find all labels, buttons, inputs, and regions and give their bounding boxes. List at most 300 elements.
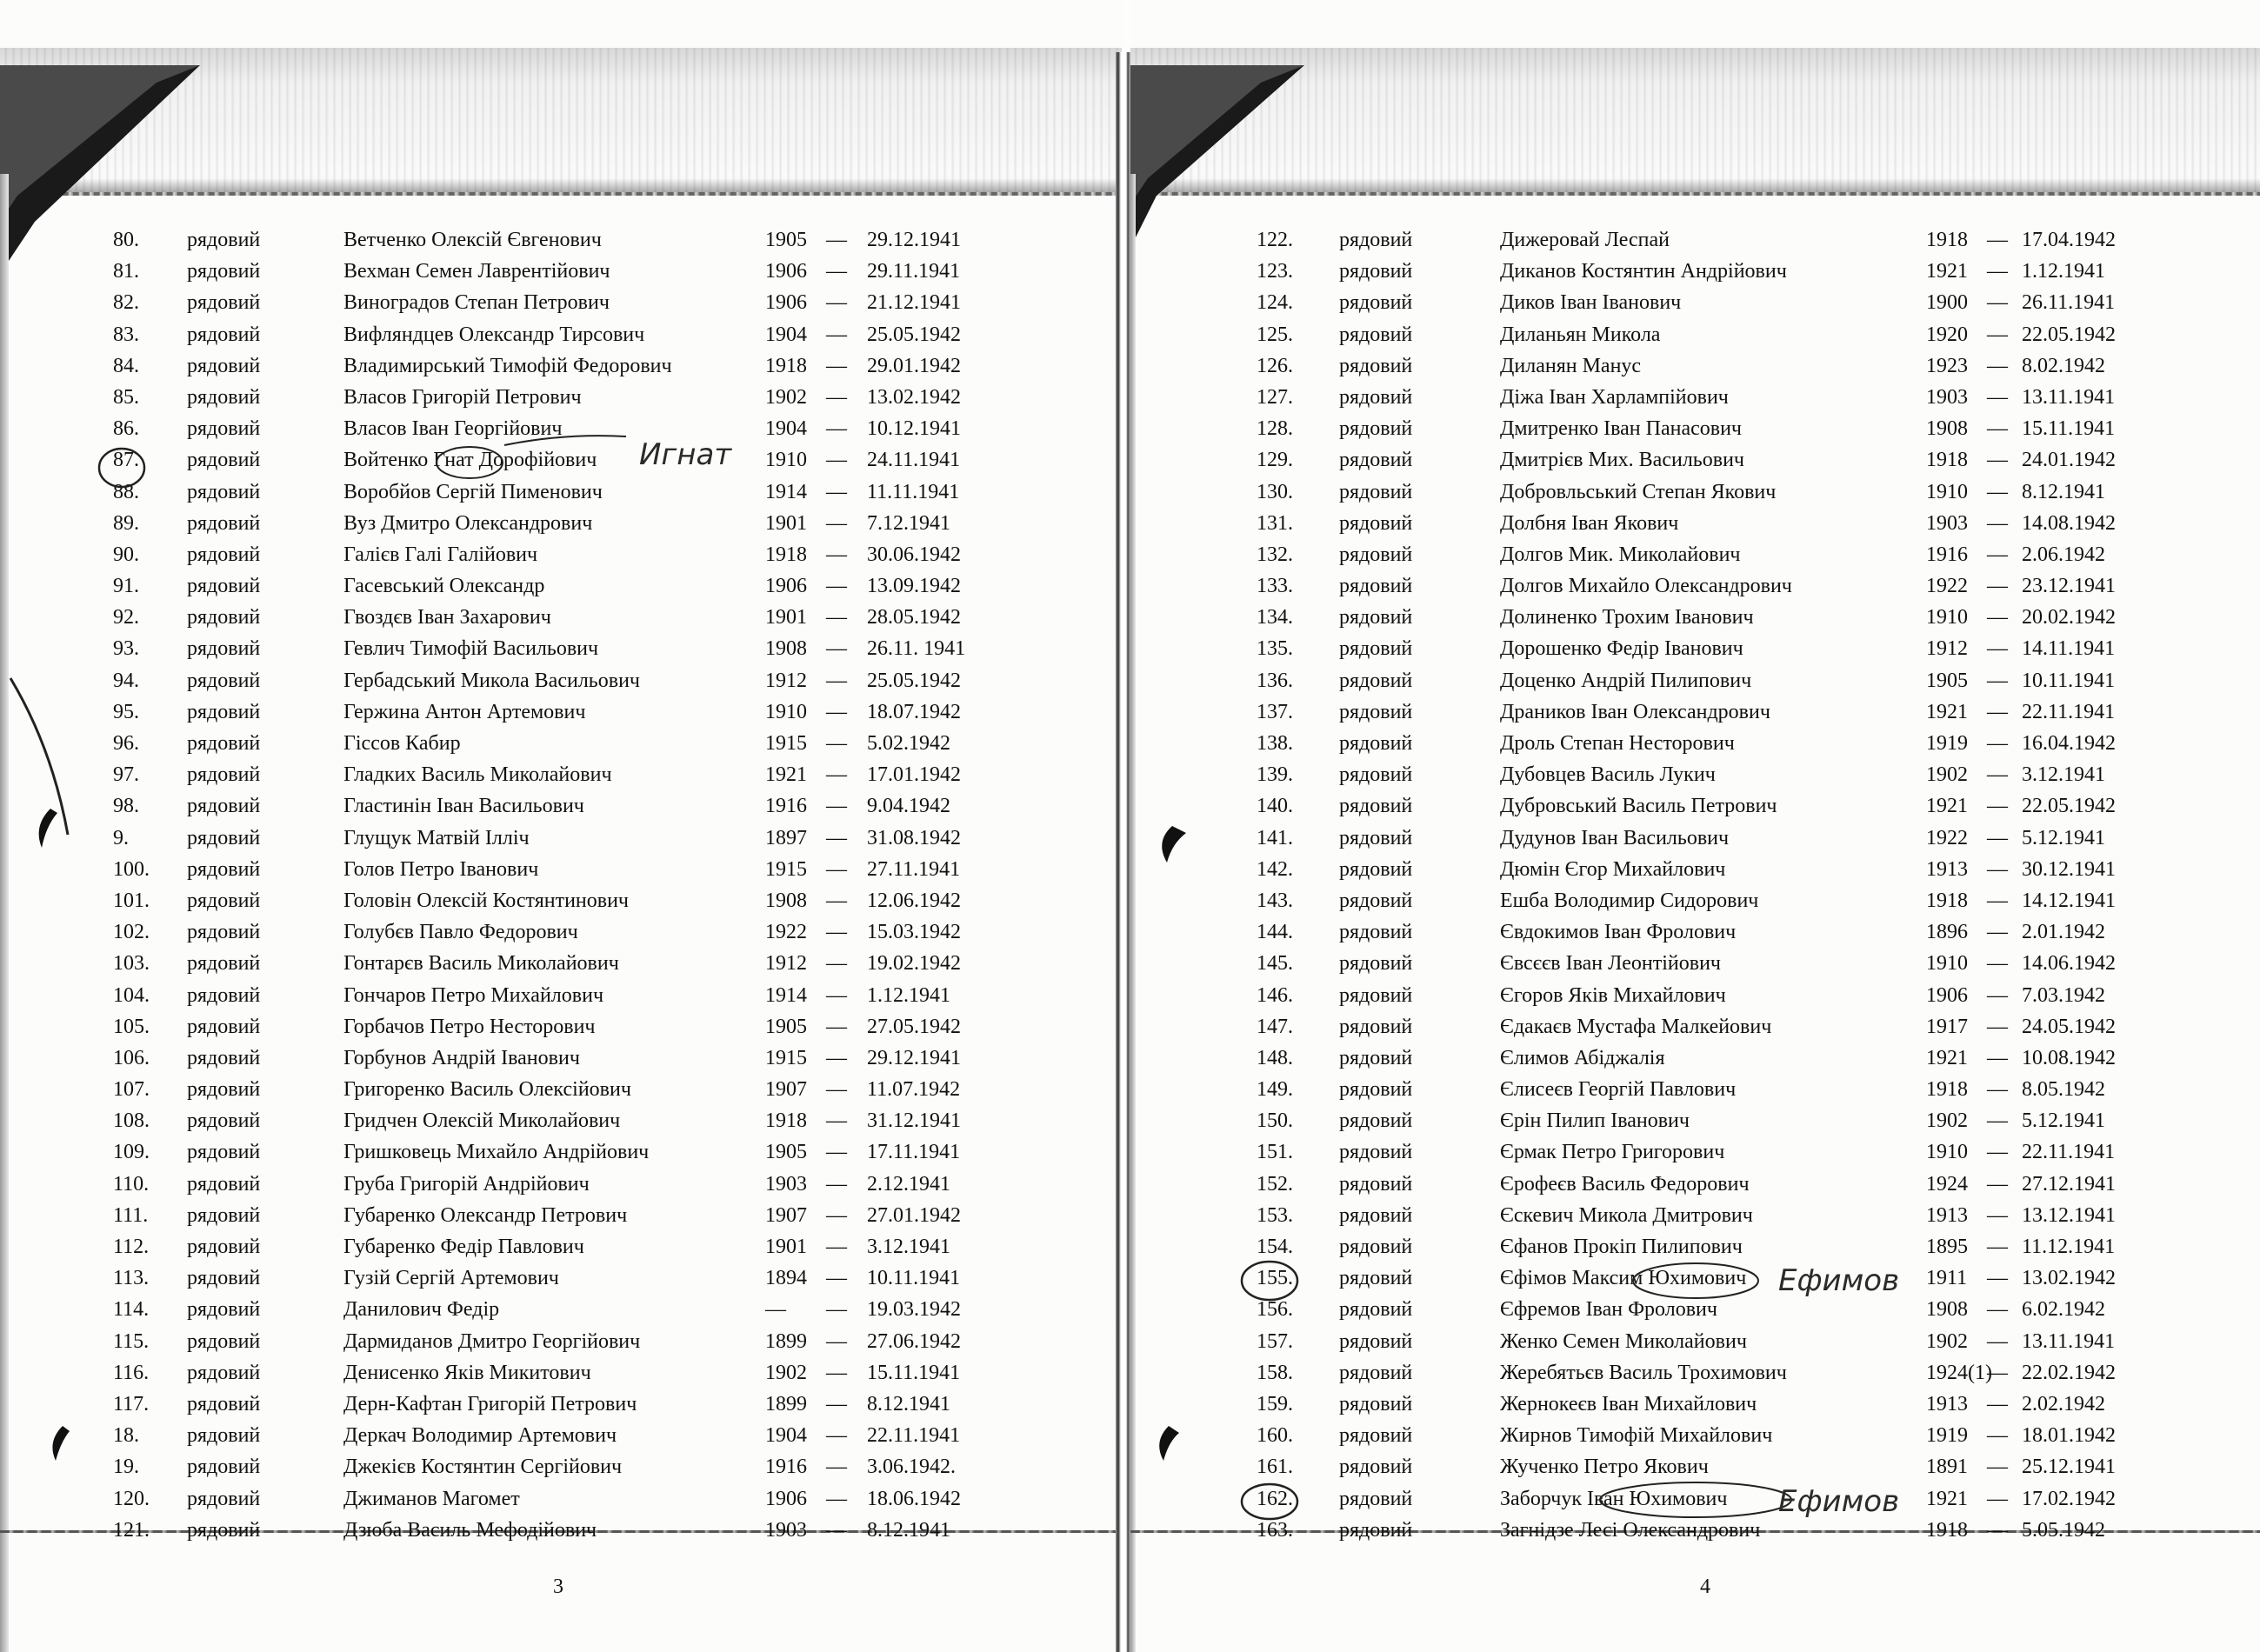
row-dash: — — [826, 795, 847, 818]
row-rank: рядовий — [1339, 417, 1413, 441]
row-name: Долбня Іван Якович — [1500, 511, 1679, 535]
row-death-date: 22.11.1941 — [867, 1424, 961, 1448]
row-dash: — — [1987, 983, 2008, 1007]
pen-stroke-86 — [504, 436, 626, 445]
row-dash: — — [1987, 826, 2008, 849]
row-death-date: 10.12.1941 — [867, 417, 961, 441]
row-rank: рядовий — [1339, 480, 1413, 503]
row-rank: рядовий — [1339, 1487, 1413, 1510]
row-death-date: 8.12.1941 — [867, 1518, 950, 1542]
row-birth-year: 1905 — [765, 229, 807, 251]
row-death-date: 5.05.1942 — [2022, 1518, 2105, 1542]
row-birth-year: 1922 — [1926, 575, 1968, 598]
row-dash: — — [1987, 511, 2008, 535]
row-birth-year: 1896 — [1926, 921, 1968, 944]
row-rank: рядовий — [187, 511, 261, 535]
row-death-date: 17.11.1941 — [867, 1141, 961, 1164]
row-death-date: 11.12.1941 — [2022, 1236, 2116, 1258]
row-name: Григоренко Василь Олексійович — [343, 1078, 631, 1102]
row-rank: рядовий — [1339, 1361, 1413, 1384]
row-birth-year: 1903 — [1926, 385, 1968, 409]
row-death-date: 25.05.1942 — [867, 669, 961, 692]
row-birth-year: 1910 — [765, 700, 807, 723]
row-name: Єфімов Максим Юхимович — [1500, 1267, 1747, 1290]
margin-blot-2 — [52, 1426, 70, 1461]
row-death-date: 13.09.1942 — [867, 575, 961, 598]
row-rank: рядовий — [1339, 1329, 1413, 1353]
row-rank: рядовий — [1339, 1518, 1413, 1542]
row-rank: рядовий — [1339, 1046, 1413, 1069]
row-death-date: 22.02.1942 — [2022, 1361, 2116, 1384]
row-dash: — — [826, 983, 847, 1007]
row-death-date: 15.03.1942 — [867, 921, 961, 944]
row-number: 87. — [113, 449, 139, 472]
row-dash: — — [826, 637, 847, 661]
row-dash: — — [1987, 575, 2008, 598]
row-death-date: 10.11.1941 — [2022, 669, 2116, 692]
row-birth-year: 1894 — [765, 1267, 807, 1290]
row-birth-year: 1915 — [765, 732, 807, 755]
row-name: Єрін Пилип Іванович — [1500, 1109, 1690, 1133]
row-birth-year: 1901 — [765, 1236, 807, 1258]
row-number: 120. — [113, 1487, 150, 1510]
row-death-date: 17.04.1942 — [2022, 229, 2116, 251]
row-number: 92. — [113, 606, 139, 629]
row-rank: рядовий — [187, 606, 261, 629]
row-rank: рядовий — [1339, 889, 1413, 912]
row-dash: — — [826, 1015, 847, 1038]
row-number: 141. — [1257, 826, 1293, 849]
row-dash: — — [826, 1078, 847, 1102]
row-number: 123. — [1257, 260, 1293, 283]
row-rank: рядовий — [1339, 1267, 1413, 1290]
row-number: 108. — [113, 1109, 150, 1133]
row-rank: рядовий — [1339, 1015, 1413, 1038]
row-death-date: 26.11. 1941 — [867, 637, 966, 661]
row-number: 134. — [1257, 606, 1293, 629]
row-dash: — — [826, 952, 847, 976]
row-death-date: 21.12.1941 — [867, 291, 961, 315]
row-death-date: 24.01.1942 — [2022, 449, 2116, 472]
row-number: 129. — [1257, 449, 1293, 472]
circle-mark-name-155 — [1633, 1263, 1758, 1298]
row-death-date: 11.11.1941 — [867, 480, 960, 503]
row-number: 146. — [1257, 983, 1293, 1007]
row-name: Головін Олексій Костянтинович — [343, 889, 629, 912]
row-name: Гридчен Олексій Миколайович — [343, 1109, 621, 1133]
row-death-date: 3.12.1941 — [867, 1236, 950, 1258]
row-death-date: 18.06.1942 — [867, 1487, 961, 1510]
row-birth-year: 1919 — [1926, 732, 1968, 755]
handwritten-note-155: Ефимов — [1778, 1263, 1900, 1298]
row-number: 135. — [1257, 637, 1293, 661]
row-number: 163. — [1257, 1518, 1293, 1542]
row-dash: — — [1987, 1361, 2008, 1384]
row-rank: рядовий — [187, 385, 261, 409]
row-name: Власов Григорій Петрович — [343, 385, 582, 409]
row-number: 95. — [113, 700, 139, 723]
row-dash: — — [826, 1172, 847, 1196]
row-birth-year: 1901 — [765, 511, 807, 535]
row-birth-year: 1913 — [1926, 1203, 1968, 1227]
row-death-date: 27.01.1942 — [867, 1203, 961, 1227]
row-number: 91. — [113, 575, 139, 598]
row-name: Долгов Михайло Олександрович — [1500, 575, 1792, 598]
row-name: Єлимов Абіджалія — [1500, 1046, 1665, 1069]
row-number: 145. — [1257, 952, 1293, 976]
row-birth-year: 1921 — [1926, 1046, 1968, 1069]
row-rank: рядовий — [187, 417, 261, 441]
row-death-date: 3.06.1942. — [867, 1455, 956, 1479]
row-name: Диланян Манус — [1500, 354, 1642, 377]
row-rank: рядовий — [1339, 1109, 1413, 1133]
row-dash: — — [1987, 417, 2008, 441]
row-death-date: 6.02.1942 — [2022, 1298, 2105, 1322]
row-death-date: 3.12.1941 — [2022, 763, 2105, 787]
row-dash: — — [826, 889, 847, 912]
margin-bracket-mark — [10, 678, 68, 835]
row-death-date: 20.02.1942 — [2022, 606, 2116, 629]
row-birth-year: 1923 — [1926, 354, 1968, 377]
row-birth-year: 1918 — [765, 354, 807, 377]
row-rank: рядовий — [187, 1518, 261, 1542]
row-name: Данилович Федір — [343, 1298, 500, 1322]
row-death-date: 18.07.1942 — [867, 700, 961, 723]
row-birth-year: 1902 — [1926, 763, 1968, 787]
row-number: 138. — [1257, 732, 1293, 755]
row-death-date: 13.12.1941 — [2022, 1203, 2116, 1227]
row-birth-year: 1918 — [1926, 1518, 1968, 1542]
row-dash: — — [1987, 857, 2008, 881]
row-rank: рядовий — [1339, 543, 1413, 566]
row-name: Дубровський Василь Петрович — [1500, 795, 1777, 818]
row-death-date: 13.11.1941 — [2022, 385, 2116, 409]
row-rank: рядовий — [187, 700, 261, 723]
row-name: Долиненко Трохим Іванович — [1500, 606, 1754, 629]
row-rank: рядовий — [1339, 323, 1413, 346]
row-rank: рядовий — [187, 323, 261, 346]
row-birth-year: 1921 — [1926, 260, 1968, 283]
row-name: Власов Іван Георгійович — [343, 417, 563, 441]
row-rank: рядовий — [187, 1329, 261, 1353]
row-death-date: 15.11.1941 — [867, 1361, 961, 1384]
row-number: 85. — [113, 385, 139, 409]
row-number: 153. — [1257, 1203, 1293, 1227]
row-name: Єлисеєв Георгій Павлович — [1500, 1078, 1737, 1102]
row-number: 104. — [113, 983, 150, 1007]
row-name: Заборчук Іван Юхимович — [1500, 1487, 1728, 1510]
row-number: 115. — [113, 1329, 150, 1353]
row-name: Горбунов Андрій Іванович — [343, 1046, 580, 1069]
row-name: Дроль Степан Несторович — [1500, 732, 1735, 755]
row-rank: рядовий — [1339, 700, 1413, 723]
row-rank: рядовий — [187, 1455, 261, 1479]
row-number: 94. — [113, 669, 139, 692]
row-number: 159. — [1257, 1392, 1293, 1416]
row-rank: рядовий — [1339, 1203, 1413, 1227]
row-name: Виноградов Степан Петрович — [343, 291, 610, 315]
row-dash: — — [826, 449, 847, 472]
row-number: 96. — [113, 732, 139, 755]
row-dash: — — [1987, 1267, 2008, 1290]
row-dash: — — [1987, 1109, 2008, 1133]
row-dash: — — [826, 1298, 847, 1322]
row-dash: — — [1987, 921, 2008, 944]
row-birth-year: 1906 — [1926, 983, 1968, 1007]
row-number: 139. — [1257, 763, 1293, 787]
row-death-date: 5.02.1942 — [867, 732, 950, 755]
row-rank: рядовий — [187, 857, 261, 881]
row-death-date: 30.12.1941 — [2022, 857, 2116, 881]
row-dash: — — [1987, 889, 2008, 912]
row-birth-year: 1906 — [765, 291, 807, 315]
row-dash: — — [1987, 543, 2008, 566]
row-number: 144. — [1257, 921, 1293, 944]
row-name: Єфремов Іван Фролович — [1500, 1298, 1717, 1322]
row-dash: — — [1987, 700, 2008, 723]
row-name: Жеребятьєв Василь Трохимович — [1500, 1361, 1787, 1384]
row-name: Глущук Матвій Ілліч — [343, 826, 530, 849]
row-number: 98. — [113, 795, 139, 818]
row-name: Диков Іван Іванович — [1500, 291, 1682, 315]
row-rank: рядовий — [1339, 1172, 1413, 1196]
row-number: 136. — [1257, 669, 1293, 692]
row-number: 133. — [1257, 575, 1293, 598]
row-name: Гузій Сергій Артемович — [343, 1267, 559, 1290]
row-name: Жученко Петро Якович — [1500, 1455, 1709, 1479]
row-rank: рядовий — [187, 1078, 261, 1102]
row-rank: рядовий — [187, 1203, 261, 1227]
margin-blot-1 — [39, 809, 57, 848]
row-birth-year: 1899 — [765, 1329, 807, 1353]
row-birth-year: 1918 — [765, 543, 807, 566]
row-number: 157. — [1257, 1329, 1293, 1353]
row-birth-year: 1916 — [765, 1455, 807, 1479]
row-death-date: 2.01.1942 — [2022, 921, 2105, 944]
row-death-date: 27.12.1941 — [2022, 1172, 2116, 1196]
row-dash: — — [1987, 606, 2008, 629]
row-name: Дубовцев Василь Лукич — [1500, 763, 1716, 787]
row-death-date: 1.12.1941 — [867, 983, 950, 1007]
row-dash: — — [1987, 1078, 2008, 1102]
row-dash: — — [1987, 1141, 2008, 1164]
row-birth-year: 1918 — [1926, 229, 1968, 251]
row-name: Гластинін Іван Васильович — [343, 795, 584, 818]
row-dash: — — [1987, 1518, 2008, 1542]
row-dash: — — [1987, 1424, 2008, 1448]
row-name: Дюмін Єгор Михайлович — [1500, 857, 1726, 881]
row-dash: — — [826, 1455, 847, 1479]
row-number: 19. — [113, 1455, 139, 1479]
row-death-date: 15.11.1941 — [2022, 417, 2116, 441]
row-number: 117. — [113, 1392, 150, 1416]
row-birth-year: 1913 — [1926, 1392, 1968, 1416]
row-birth-year: 1903 — [765, 1172, 807, 1196]
row-number: 86. — [113, 417, 139, 441]
row-birth-year: 1912 — [765, 952, 807, 976]
margin-blot-1 — [1162, 826, 1186, 863]
row-number: 112. — [113, 1236, 150, 1258]
row-dash: — — [826, 1267, 847, 1290]
row-birth-year: 1906 — [765, 260, 807, 283]
row-name: Діжа Іван Харлампійович — [1500, 385, 1729, 409]
row-number: 128. — [1257, 417, 1293, 441]
row-dash: — — [1987, 1298, 2008, 1322]
row-death-date: 8.12.1941 — [2022, 480, 2105, 503]
row-birth-year: 1917 — [1926, 1015, 1968, 1038]
row-birth-year: 1916 — [1926, 543, 1968, 566]
row-number: 84. — [113, 354, 139, 377]
row-rank: рядовий — [187, 291, 261, 315]
row-number: 107. — [113, 1078, 150, 1102]
row-dash: — — [826, 354, 847, 377]
row-death-date: 10.11.1941 — [867, 1267, 961, 1290]
row-death-date: 18.01.1942 — [2022, 1424, 2116, 1448]
row-number: 162. — [1257, 1487, 1293, 1510]
row-birth-year: 1910 — [1926, 952, 1968, 976]
row-number: 105. — [113, 1015, 150, 1038]
row-birth-year: 1910 — [1926, 1141, 1968, 1164]
row-death-date: 13.02.1942 — [2022, 1267, 2116, 1290]
row-death-date: 5.12.1941 — [2022, 826, 2105, 849]
row-number: 106. — [113, 1046, 150, 1069]
row-number: 143. — [1257, 889, 1293, 912]
row-death-date: 2.02.1942 — [2022, 1392, 2105, 1416]
row-number: 130. — [1257, 480, 1293, 503]
row-rank: рядовий — [1339, 354, 1413, 377]
row-rank: рядовий — [187, 260, 261, 283]
row-rank: рядовий — [187, 1046, 261, 1069]
row-name: Єгоров Яків Михайлович — [1500, 983, 1726, 1007]
row-birth-year: 1914 — [765, 480, 807, 503]
row-rank: рядовий — [1339, 260, 1413, 283]
row-name: Войтенко Гнат Дорофійович — [343, 449, 597, 472]
row-rank: рядовий — [187, 795, 261, 818]
row-name: Гришковець Михайло Андрійович — [343, 1141, 650, 1164]
row-number: 160. — [1257, 1424, 1293, 1448]
row-rank: рядовий — [187, 1487, 261, 1510]
row-number: 126. — [1257, 354, 1293, 377]
row-birth-year: 1918 — [765, 1109, 807, 1133]
row-dash: — — [826, 700, 847, 723]
row-birth-year: 1908 — [1926, 417, 1968, 441]
margin-blot-2 — [1159, 1426, 1179, 1461]
row-dash: — — [1987, 1203, 2008, 1227]
row-death-date: 17.01.1942 — [867, 763, 961, 787]
row-rank: рядовий — [187, 543, 261, 566]
row-number: 155. — [1257, 1267, 1293, 1290]
row-birth-year: 1901 — [765, 606, 807, 629]
row-birth-year: 1905 — [765, 1141, 807, 1164]
row-rank: рядовий — [1339, 449, 1413, 472]
row-rank: рядовий — [1339, 1141, 1413, 1164]
row-birth-year: 1916 — [765, 795, 807, 818]
row-dash: — — [1987, 669, 2008, 692]
row-name: Євдокимов Іван Фролович — [1500, 921, 1737, 944]
row-death-date: 7.03.1942 — [2022, 983, 2105, 1007]
row-number: 110. — [113, 1172, 150, 1196]
row-number: 150. — [1257, 1109, 1293, 1133]
row-rank: рядовий — [1339, 1298, 1413, 1322]
row-number: 148. — [1257, 1046, 1293, 1069]
row-name: Голов Петро Іванович — [343, 857, 539, 881]
row-number: 122. — [1257, 229, 1293, 251]
circle-mark-162 — [1242, 1484, 1297, 1519]
row-death-date: 22.11.1941 — [2022, 1141, 2116, 1164]
row-death-date: 13.02.1942 — [867, 385, 961, 409]
row-number: 93. — [113, 637, 139, 661]
row-birth-year: 1904 — [765, 1424, 807, 1448]
row-number: 109. — [113, 1141, 150, 1164]
row-rank: рядовий — [187, 1298, 261, 1322]
row-death-date: 22.05.1942 — [2022, 323, 2116, 346]
row-rank: рядовий — [1339, 795, 1413, 818]
row-dash: — — [826, 543, 847, 566]
row-number: 101. — [113, 889, 150, 912]
row-dash: — — [1987, 795, 2008, 818]
row-rank: рядовий — [187, 1424, 261, 1448]
row-number: 102. — [113, 921, 150, 944]
row-dash: — — [1987, 1329, 2008, 1353]
row-name: Дорошенко Федір Іванович — [1500, 637, 1743, 661]
row-birth-year: 1921 — [1926, 795, 1968, 818]
row-rank: рядовий — [1339, 1392, 1413, 1416]
row-dash: — — [826, 1424, 847, 1448]
row-dash: — — [826, 857, 847, 881]
row-name: Єрмак Петро Григорович — [1500, 1141, 1725, 1164]
row-dash: — — [826, 669, 847, 692]
row-name: Вуз Дмитро Олександрович — [343, 511, 593, 535]
row-number: 131. — [1257, 511, 1293, 535]
row-death-date: 22.11.1941 — [2022, 700, 2116, 723]
row-birth-year: 1907 — [765, 1203, 807, 1227]
row-name: Галієв Галі Галійович — [343, 543, 538, 566]
row-rank: рядовий — [1339, 857, 1413, 881]
row-death-date: 24.05.1942 — [2022, 1015, 2116, 1038]
row-birth-year: 1915 — [765, 857, 807, 881]
row-birth-year: 1905 — [1926, 669, 1968, 692]
row-birth-year: 1912 — [1926, 637, 1968, 661]
row-rank: рядовий — [1339, 921, 1413, 944]
row-name: Дмитрієв Мих. Васильович — [1500, 449, 1744, 472]
row-rank: рядовий — [1339, 1078, 1413, 1102]
row-name: Жернокеєв Іван Михайлович — [1500, 1392, 1757, 1416]
row-death-date: 8.02.1942 — [2022, 354, 2105, 377]
row-name: Гержина Антон Артемович — [343, 700, 586, 723]
row-number: 132. — [1257, 543, 1293, 566]
row-name: Дмитренко Іван Панасович — [1500, 417, 1743, 441]
row-name: Гонтарєв Василь Миколайович — [343, 952, 619, 976]
row-rank: рядовий — [187, 354, 261, 377]
row-birth-year: 1913 — [1926, 857, 1968, 881]
row-dash: — — [826, 1361, 847, 1384]
row-name: Губаренко Федір Павлович — [343, 1236, 584, 1258]
row-birth-year: 1924 — [1926, 1172, 1968, 1196]
row-birth-year: 1918 — [1926, 889, 1968, 912]
row-birth-year: 1914 — [765, 983, 807, 1007]
row-birth-year: 1902 — [765, 385, 807, 409]
circle-mark-155 — [1242, 1262, 1297, 1300]
row-birth-year: 1891 — [1926, 1455, 1968, 1479]
row-name: Єрофеєв Василь Федорович — [1500, 1172, 1750, 1196]
row-death-date: 25.12.1941 — [2022, 1455, 2116, 1479]
row-rank: рядовий — [187, 1236, 261, 1258]
row-birth-year: 1897 — [765, 826, 807, 849]
row-death-date: 2.12.1941 — [867, 1172, 950, 1196]
row-birth-year: 1903 — [1926, 511, 1968, 535]
row-number: 151. — [1257, 1141, 1293, 1164]
row-rank: рядовий — [1339, 763, 1413, 787]
